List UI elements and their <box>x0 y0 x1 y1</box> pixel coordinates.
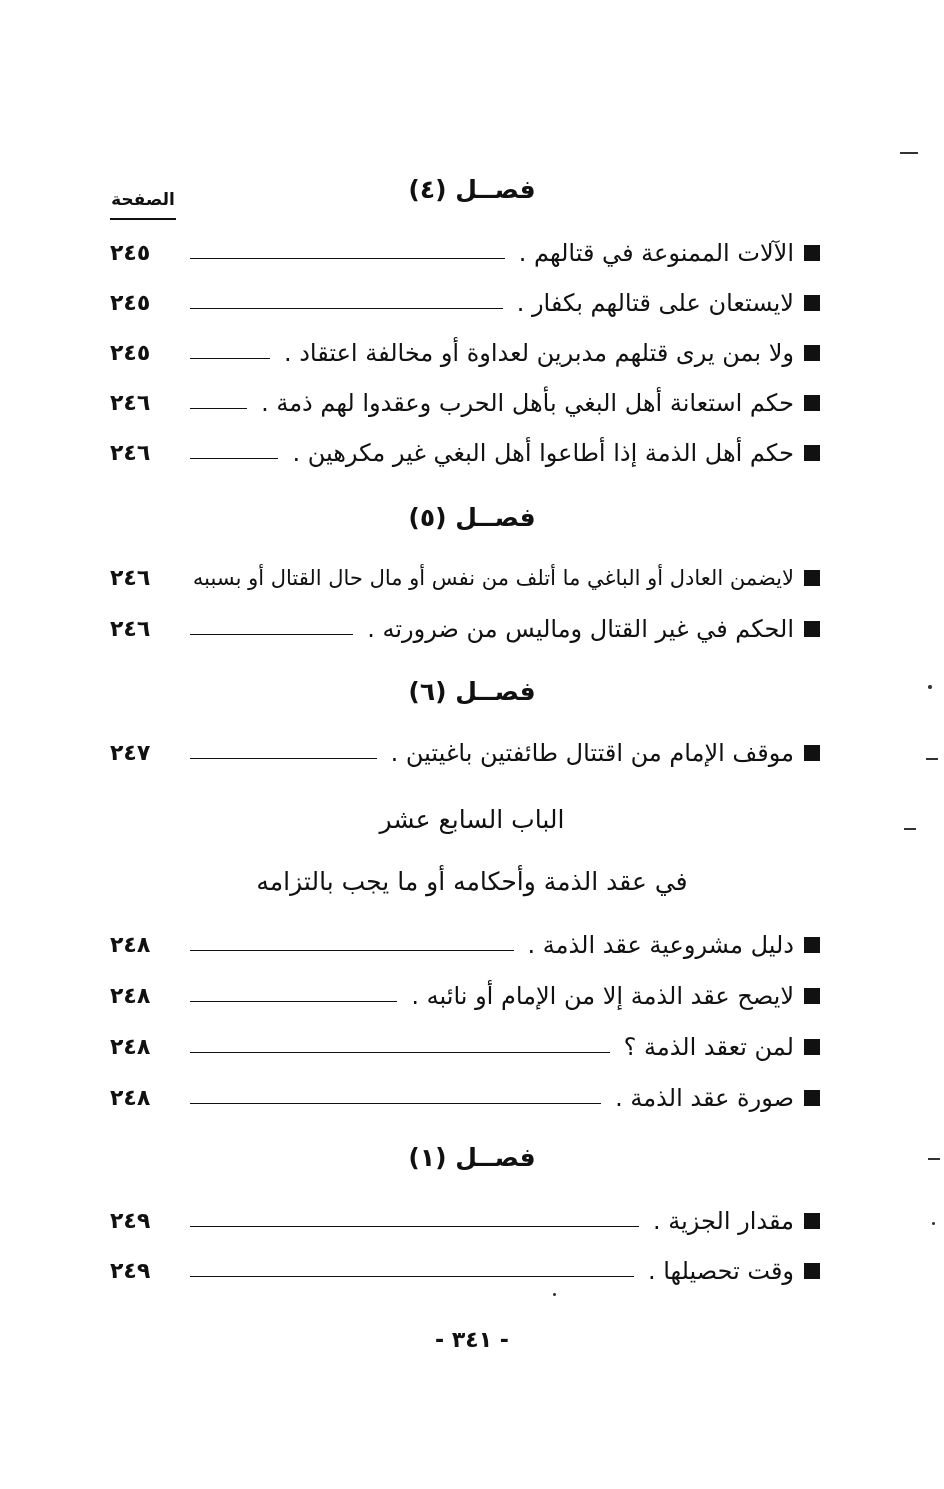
page-column-header: الصفحة <box>110 190 176 220</box>
square-bullet-icon <box>804 621 820 637</box>
dot-leader <box>190 358 270 359</box>
square-bullet-icon <box>804 988 820 1004</box>
square-bullet-icon <box>804 245 820 261</box>
dot-leader <box>190 758 377 759</box>
chapter-subtitle: في عقد الذمة وأحكامه أو ما يجب بالتزامه <box>256 867 688 896</box>
toc-entry <box>110 973 820 1019</box>
toc-entry <box>110 1198 820 1244</box>
dot-leader <box>190 1103 601 1104</box>
square-bullet-icon <box>804 1039 820 1055</box>
dot-leader <box>190 1052 610 1053</box>
scan-mark <box>904 828 916 830</box>
square-bullet-icon <box>804 295 820 311</box>
entry-page: ٢٤٨ <box>110 983 151 1009</box>
entry-page: ٢٤٥ <box>110 340 151 366</box>
toc-entry <box>110 430 820 476</box>
entry-title: ولا بمن يرى قتلهم مدبرين لعداوة أو مخالفة اعتقاد . <box>283 339 794 367</box>
scan-mark <box>553 1293 556 1296</box>
entry-title: دليل مشروعية عقد الذمة . <box>527 931 794 959</box>
toc-entry <box>110 730 820 776</box>
square-bullet-icon <box>804 1263 820 1279</box>
dot-leader <box>190 1001 397 1002</box>
entry-page: ٢٤٦ <box>110 440 151 466</box>
toc-entry <box>110 1075 820 1121</box>
square-bullet-icon <box>804 395 820 411</box>
entry-page: ٢٤٩ <box>110 1258 151 1284</box>
toc-entry <box>110 555 820 601</box>
entry-page: ٢٤٨ <box>110 1034 151 1060</box>
square-bullet-icon <box>804 345 820 361</box>
entry-page: ٢٤٩ <box>110 1208 151 1234</box>
scan-mark <box>900 152 918 154</box>
entry-title: لمن تعقد الذمة ؟ <box>623 1033 794 1061</box>
entry-title: لايضمن العادل أو الباغي ما أتلف من نفس أو مال حال القتال أو بسببه <box>192 566 794 590</box>
page-number: - ٣٤١ - <box>435 1328 509 1353</box>
entry-title: وقت تحصيلها . <box>647 1257 794 1285</box>
chapter-title: الباب السابع عشر <box>379 805 565 834</box>
toc-entry <box>110 380 820 426</box>
dot-leader <box>190 1276 634 1277</box>
entry-title: حكم استعانة أهل البغي بأهل الحرب وعقدوا لهم ذمة . <box>261 389 794 417</box>
scan-mark <box>928 685 932 689</box>
entry-title: صورة عقد الذمة . <box>615 1084 794 1112</box>
entry-title: مقدار الجزية . <box>653 1207 794 1235</box>
section-heading: فصــل (٦) <box>408 677 536 706</box>
scan-mark <box>932 1222 935 1225</box>
entry-title: الحكم في غير القتال وماليس من ضرورته . <box>367 615 794 643</box>
dot-leader <box>190 458 278 459</box>
scan-mark <box>928 1158 940 1160</box>
dot-leader <box>190 308 503 309</box>
dot-leader <box>190 950 514 951</box>
dot-leader <box>190 634 353 635</box>
section-heading: فصــل (٥) <box>408 503 536 532</box>
square-bullet-icon <box>804 570 820 586</box>
toc-entry <box>110 1248 820 1294</box>
entry-page: ٢٤٦ <box>110 565 151 591</box>
dot-leader <box>190 1226 639 1227</box>
entry-page: ٢٤٥ <box>110 240 151 266</box>
square-bullet-icon <box>804 1213 820 1229</box>
dot-leader <box>190 408 247 409</box>
entry-page: ٢٤٨ <box>110 932 151 958</box>
entry-page: ٢٤٧ <box>110 740 151 766</box>
scan-mark <box>926 758 938 760</box>
toc-entry <box>110 922 820 968</box>
toc-entry <box>110 1024 820 1070</box>
entry-page: ٢٤٦ <box>110 616 151 642</box>
square-bullet-icon <box>804 937 820 953</box>
entry-title: موقف الإمام من اقتتال طائفتين باغيتين . <box>390 739 794 767</box>
entry-title: لايصح عقد الذمة إلا من الإمام أو نائبه . <box>411 982 794 1010</box>
square-bullet-icon <box>804 1090 820 1106</box>
square-bullet-icon <box>804 745 820 761</box>
section-heading: فصــل (٤) <box>408 175 536 204</box>
entry-page: ٢٤٦ <box>110 390 151 416</box>
entry-title: لايستعان على قتالهم بكفار . <box>516 289 794 317</box>
toc-entry <box>110 230 820 276</box>
section-heading: فصــل (١) <box>408 1143 536 1172</box>
dot-leader <box>190 258 505 259</box>
entry-page: ٢٤٥ <box>110 290 151 316</box>
square-bullet-icon <box>804 445 820 461</box>
entry-page: ٢٤٨ <box>110 1085 151 1111</box>
entry-title: الآلات الممنوعة في قتالهم . <box>518 239 794 267</box>
toc-entry <box>110 330 820 376</box>
toc-entry <box>110 280 820 326</box>
toc-entry <box>110 606 820 652</box>
entry-title: حكم أهل الذمة إذا أطاعوا أهل البغي غير مكرهين . <box>292 439 794 467</box>
